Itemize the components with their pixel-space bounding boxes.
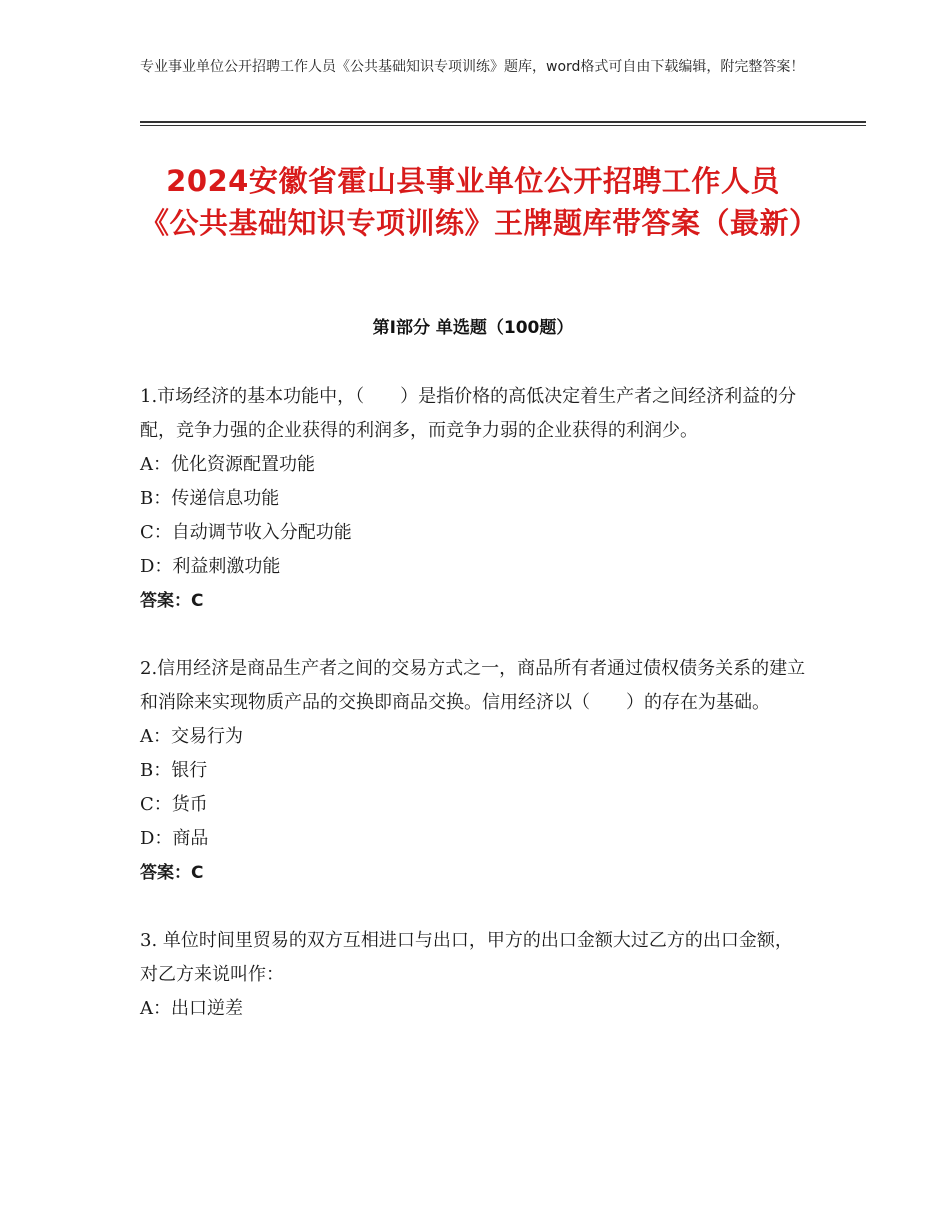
option-d: D：商品 — [140, 828, 209, 849]
question-3 — [140, 924, 808, 1026]
question-2 — [140, 652, 808, 890]
question-stem: 2.信用经济是商品生产者之间的交易方式之一，商品所有者通过债权债务关系的建立和消除来实现物质产品的交换即商品交换。信用经济以（ ）的存在为基础。 — [140, 658, 806, 713]
header-rule-thin — [140, 125, 866, 126]
header-rule-thick — [140, 121, 866, 123]
header-note: 专业事业单位公开招聘工作人员《公共基础知识专项训练》题库，word格式可自由下载编辑，附完整答案！ — [140, 59, 805, 75]
section-title: 第Ⅰ部分 单选题（100题） — [372, 318, 574, 338]
question-1 — [140, 380, 808, 618]
question-stem: 3. 单位时间里贸易的双方互相进口与出口，甲方的出口金额大过乙方的出口金额，对乙方来说叫作： — [140, 930, 793, 985]
option-b: B：传递信息功能 — [140, 488, 280, 509]
option-a: A：优化资源配置功能 — [140, 454, 315, 475]
option-c: C：自动调节收入分配功能 — [140, 522, 352, 543]
document-title: 2024安徽省霍山县事业单位公开招聘工作人员《公共基础知识专项训练》王牌题库带答案（最新） — [140, 164, 819, 240]
answer: 答案：C — [140, 591, 204, 611]
question-stem: 1.市场经济的基本功能中，（ ）是指价格的高低决定着生产者之间经济利益的分配，竞争力强的企业获得的利润多，而竞争力弱的企业获得的利润少。 — [140, 386, 797, 441]
option-a: A：交易行为 — [140, 726, 243, 747]
option-b: B：银行 — [140, 760, 208, 781]
option-a: A：出口逆差 — [140, 998, 243, 1019]
question-list — [140, 380, 808, 1060]
answer: 答案：C — [140, 863, 204, 883]
option-c: C：货币 — [140, 794, 208, 815]
option-d: D：利益刺激功能 — [140, 556, 281, 577]
